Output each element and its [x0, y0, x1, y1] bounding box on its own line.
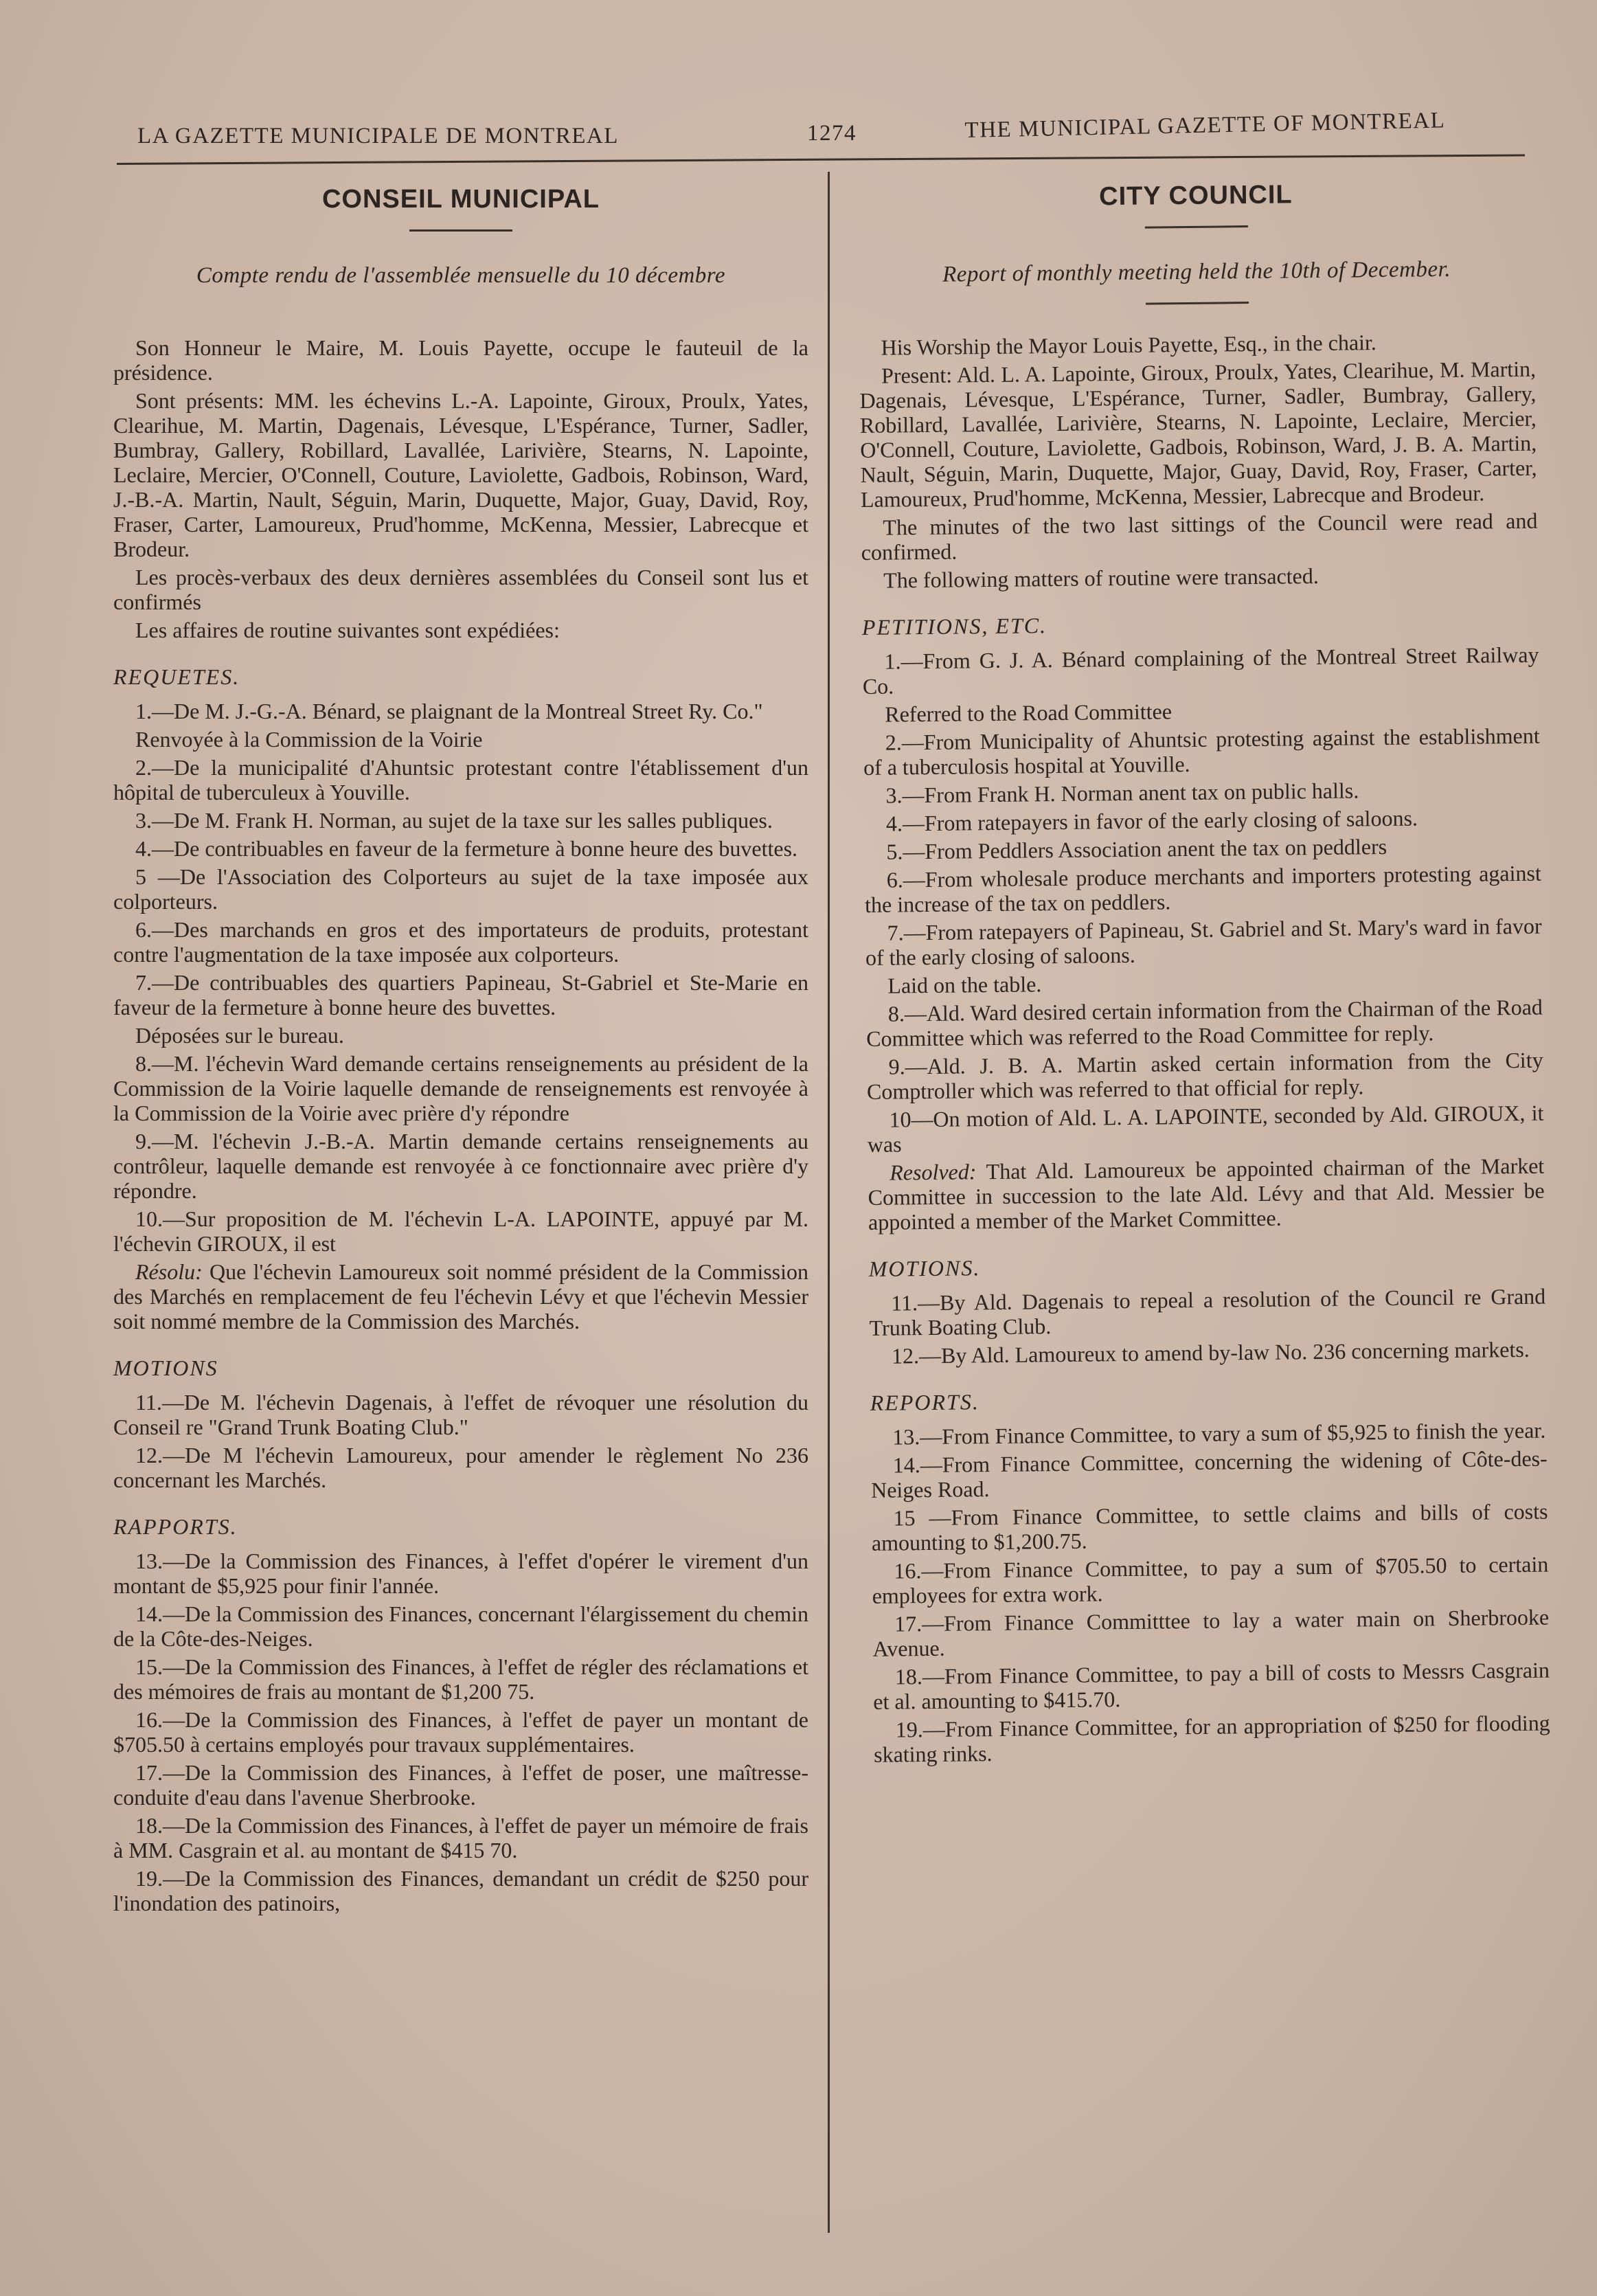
list-item: 5 —De l'Association des Colporteurs au sujet de la taxe imposée aux colporteurs.	[113, 864, 808, 914]
section-heading-reports: REPORTS.	[870, 1389, 980, 1415]
english-column-title: CITY COUNCIL	[1098, 180, 1293, 212]
english-column	[857, 165, 1550, 1770]
list-item: 3.—From Frank H. Norman anent tax on public halls.	[885, 778, 1359, 808]
header-rule	[117, 154, 1525, 165]
list-item: 11.—De M. l'échevin Dagenais, à l'effet de révoquer une résolution du Conseil re "Grand Trunk Boating Club."	[113, 1390, 808, 1439]
resolved-text: That Ald. Lamoureux be appointed chairman of the Market Committee in succession to the late Ald. Lévy and that Ald. Messier be appointed a member of the Market Committee.	[868, 1153, 1545, 1235]
header-french-title: LA GAZETTE MUNICIPALE DE MONTREAL	[137, 124, 619, 148]
list-item: 14.—De la Commission des Finances, concernant l'élargissement du chemin de la Côte-des-Neiges.	[113, 1601, 808, 1651]
paragraph: Son Honneur le Maire, M. Louis Payette, occupe le fauteuil de la présidence.	[113, 335, 808, 385]
title-rule	[409, 229, 512, 232]
column-divider	[828, 172, 830, 2233]
page-number: 1274	[807, 121, 857, 146]
list-item: 8.—M. l'échevin Ward demande certains renseignements au président de la Commission de la Voirie laquelle demande de renseignements est renvoyée à la Commission de la Voirie avec prière d'y répondre	[113, 1051, 808, 1125]
paragraph: Present: Ald. L. A. Lapointe, Giroux, Proulx, Yates, Clearihue, M. Martin, Dagenais, Lévesque, L'Espérance, Turner, Sadler, Bumbray, Gallery, Robillard, Lavallée, Larivière, Stearns, N. Lapointe, Leclaire, Mercier, O'Connell, Couture, Laviolette, Gadbois, Robinson, Ward, J. B. A. Martin, Nault, Séguin, Marin, Duquette, Major, Guay, David, Roy, Fraser, Carter, Lamoureux, Prud'homme, McKenna, Messier, Labrecque and Brodeur.	[859, 356, 1537, 512]
list-item: 2.—From Municipality of Ahuntsic protesting against the establishment of a tuberculosis hospital at Youville.	[863, 723, 1540, 780]
list-item: 18.—De la Commission des Finances, à l'effet de payer un mémoire de frais à MM. Casgrain et al. au montant de $415 70.	[113, 1813, 808, 1862]
french-subtitle: Compte rendu de l'assemblée mensuelle du 10 décembre	[196, 263, 726, 288]
list-item: 10.—Sur proposition de M. l'échevin L-A. LAPOINTE, appuyé par M. l'échevin GIROUX, il est	[113, 1206, 808, 1256]
resolution	[113, 1259, 808, 1333]
subtitle-rule	[1146, 302, 1249, 305]
list-item: 5.—From Peddlers Association anent the tax on peddlers	[886, 833, 1388, 864]
section-heading-motions: MOTIONS.	[868, 1255, 981, 1281]
paragraph: The following matters of routine were transacted.	[883, 563, 1319, 593]
list-item: 3.—De M. Frank H. Norman, au sujet de la taxe sur les salles publiques.	[135, 808, 773, 833]
resolution	[868, 1153, 1545, 1235]
paragraph: Sont présents: MM. les échevins L.-A. Lapointe, Giroux, Proulx, Yates, Clearihue, M. Martin, Dagenais, Lévesque, L'Espérance, Turner, Sadler, Bumbray, Gallery, Robillard, Lavallée, Larivière, Stearns, N. Lapointe, Leclaire, Mercier, O'Connell, Couture, Laviolette, Gadbois, Robinson, Ward, J.-B.-A. Martin, Nault, Séguin, Marin, Duquette, Major, Guay, David, Roy, Fraser, Carter, Lamoureux, Prud'homme, McKenna, Messier, Labrecque et Brodeur.	[113, 388, 808, 561]
section-heading-rapports: RAPPORTS.	[113, 1514, 238, 1539]
section-heading-petitions: PETITIONS, ETC.	[861, 613, 1047, 640]
list-item: 9.—Ald. J. B. A. Martin asked certain information from the City Comptroller which was referred to that official for reply.	[866, 1047, 1543, 1104]
paragraph: His Worship the Mayor Louis Payette, Esq., in the chair.	[881, 330, 1377, 360]
resolu-label: Résolu:	[135, 1259, 203, 1284]
list-item: 2.—De la municipalité d'Ahuntsic protestant contre l'établissement d'un hôpital de tuberculeux à Youville.	[113, 755, 808, 804]
paragraph: Les affaires de routine suivantes sont expédiées:	[135, 618, 560, 642]
list-item: 13.—From Finance Committee, to vary a sum of $5,925 to finish the year.	[892, 1417, 1546, 1450]
list-item: Renvoyée à la Commission de la Voirie	[135, 727, 483, 752]
list-item: 4.—De contribuables en faveur de la fermeture à bonne heure des buvettes.	[135, 836, 798, 861]
list-item: 14.—From Finance Committee, concerning the widening of Côte-des-Neiges Road.	[870, 1445, 1548, 1502]
list-item: 15.—De la Commission des Finances, à l'effet de régler des réclamations et des mémoires de frais au montant de $1,200 75.	[113, 1654, 808, 1704]
list-item: 19.—From Finance Committee, for an appropriation of $250 for flooding skating rinks.	[873, 1710, 1550, 1767]
list-item: Referred to the Road Committee	[885, 699, 1173, 727]
list-item: 16.—From Finance Committee, to pay a sum of $705.50 to certain employees for extra work.	[872, 1551, 1549, 1608]
list-item: 9.—M. l'échevin J.-B.-A. Martin demande certains renseignements au contrôleur, laquelle demande est renvoyée à ce fonctionnaire avec prière d'y répondre.	[113, 1129, 808, 1203]
list-item: Laid on the table.	[887, 971, 1042, 998]
header-english-title: THE MUNICIPAL GAZETTE OF MONTREAL	[964, 108, 1446, 144]
list-item: Déposées sur le bureau.	[135, 1023, 344, 1048]
list-item: 1.—De M. J.-G.-A. Bénard, se plaignant de la Montreal Street Ry. Co."	[135, 699, 763, 723]
list-item: 13.—De la Commission des Finances, à l'effet d'opérer le virement d'un montant de $5,925 pour finir l'année.	[113, 1549, 808, 1598]
list-item: 16.—De la Commission des Finances, à l'effet de payer un montant de $705.50 à certains employés pour travaux supplémentaires.	[113, 1707, 808, 1757]
french-column-title: CONSEIL MUNICIPAL	[321, 185, 600, 214]
list-item: 12.—By Ald. Lamoureux to amend by-law No. 236 concerning markets.	[891, 1336, 1530, 1369]
paragraph: The minutes of the two last sittings of the Council were read and confirmed.	[861, 508, 1538, 565]
english-subtitle: Report of monthly meeting held the 10th of December.	[942, 256, 1451, 287]
list-item: 6.—From wholesale produce merchants and importers protesting against the increase of the tax on peddlers.	[864, 860, 1541, 917]
list-item: 10—On motion of Ald. L. A. LAPOINTE, seconded by Ald. GIROUX, it was	[867, 1100, 1544, 1157]
title-rule	[1144, 225, 1247, 229]
french-column	[113, 172, 808, 1919]
resolu-text: Que l'échevin Lamoureux soit nommé président de la Commission des Marchés en remplacement de feu l'échevin Lévy et que l'échevin Messier soit nommé membre de la Commission des Marchés.	[113, 1259, 808, 1333]
list-item: 1.—From G. J. A. Bénard complaining of the Montreal Street Railway Co.	[862, 642, 1539, 699]
section-heading-requetes: REQUETES.	[113, 664, 240, 689]
list-item: 17.—De la Commission des Finances, à l'effet de poser, une maîtresse-conduite d'eau dans l'avenue Sherbrooke.	[113, 1760, 808, 1810]
list-item: 19.—De la Commission des Finances, demandant un crédit de $250 pour l'inondation des patinoirs,	[113, 1866, 808, 1915]
paragraph: Les procès-verbaux des deux dernières assemblées du Conseil sont lus et confirmés	[113, 565, 808, 614]
list-item: 15 —From Finance Committee, to settle claims and bills of costs amounting to $1,200.75.	[871, 1498, 1548, 1555]
list-item: 12.—De M l'échevin Lamoureux, pour amender le règlement No 236 concernant les Marchés.	[113, 1443, 808, 1492]
list-item: 17.—From Finance Committtee to lay a water main on Sherbrooke Avenue.	[872, 1604, 1550, 1661]
list-item: 7.—De contribuables des quartiers Papineau, St-Gabriel et Ste-Marie en faveur de la fermeture à bonne heure des buvettes.	[113, 970, 808, 1020]
list-item: 4.—From ratepayers in favor of the early closing of saloons.	[885, 805, 1418, 836]
list-item: 18.—From Finance Committee, to pay a bill of costs to Messrs Casgrain et al. amounting to $415.70.	[873, 1657, 1550, 1714]
list-item: 6.—Des marchands en gros et des importateurs de produits, protestant contre l'augmentation de la taxe imposée aux colporteurs.	[113, 917, 808, 967]
list-item: 7.—From ratepayers of Papineau, St. Gabriel and St. Mary's ward in favor of the early closing of saloons.	[865, 913, 1542, 970]
resolved-label: Resolved:	[890, 1159, 977, 1185]
list-item: 11.—By Ald. Dagenais to repeal a resolution of the Council re Grand Trunk Boating Club.	[869, 1283, 1546, 1340]
running-header	[137, 108, 1528, 151]
list-item: 8.—Ald. Ward desired certain information from the Chairman of the Road Committee which was referred to the Road Committee for reply.	[866, 994, 1543, 1051]
section-heading-motions: MOTIONS	[113, 1355, 218, 1380]
